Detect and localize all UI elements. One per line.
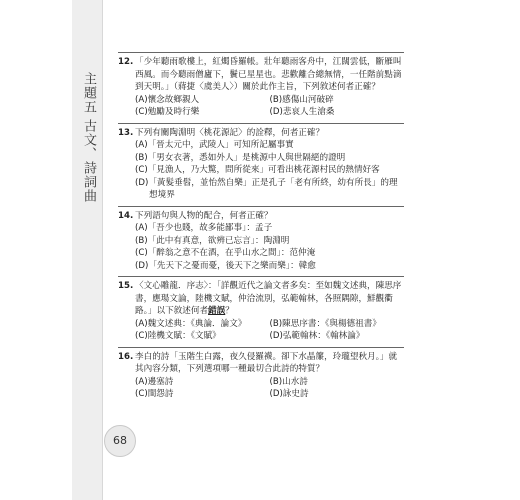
option-d[interactable]: (D)「先天下之憂而憂，後天下之樂而樂」：韓愈 bbox=[135, 260, 316, 271]
option-c[interactable]: (C)「醉翁之意不在酒，在乎山水之間」：范仲淹 bbox=[135, 248, 316, 258]
question-text: 下列有關陶淵明〈桃花源記〉的詮釋，何者正確？ bbox=[135, 127, 325, 138]
option-b[interactable]: (B)山水詩 bbox=[269, 376, 308, 387]
top-rule bbox=[118, 52, 404, 53]
question-text: 下列語句與人物的配合，何者正確？ bbox=[135, 210, 273, 221]
question-text: 李白的詩「玉階生白露，夜久侵羅襪。卻下水晶簾，玲瓏望秋月。」就其內容分類，下列選項哪一種最切合此詩的特質？ bbox=[135, 351, 398, 374]
question-divider bbox=[118, 206, 404, 207]
option-d[interactable]: (D)弘範翰林：《翰林論》 bbox=[269, 331, 365, 341]
option-b[interactable]: (B)「此中有真意，欲辨已忘言」：陶淵明 bbox=[135, 235, 290, 246]
option-b[interactable]: (B)「男女衣著，悉如外人」是桃源中人與世隔絕的證明 bbox=[135, 152, 346, 163]
question-divider bbox=[118, 123, 404, 124]
option-d[interactable]: (D)「黃髮垂髫，並怡然自樂」正是孔子「老有所終，幼有所長」的理 bbox=[135, 177, 398, 188]
question-divider bbox=[118, 347, 404, 348]
option-a[interactable]: (A)魏文述典：《典論．論文》 bbox=[135, 318, 247, 329]
page-number-badge: 68 bbox=[104, 425, 136, 457]
option-a[interactable]: (A)「晉太元中，武陵人」可知所記屬事實 bbox=[135, 140, 294, 150]
question-text: 「少年聽雨歌樓上，紅燭昏羅帳。壯年聽雨客舟中，江闊雲低，斷雁叫西風。而今聽雨僧廬下，鬢已星星也。悲歡離合總無情，一任階前點滴到天明。」（蔣捷〈虞美人〉）關於此作主旨，下列敘述何者正確？ bbox=[135, 57, 402, 92]
question-divider bbox=[118, 276, 404, 277]
question-number: 13. bbox=[118, 127, 134, 138]
question-15 bbox=[118, 280, 404, 343]
question-13 bbox=[118, 127, 404, 202]
question-number: 15. bbox=[118, 281, 134, 291]
emphasis-word: 錯誤 bbox=[208, 306, 226, 316]
option-c[interactable]: (C)閨怨詩 bbox=[135, 389, 174, 399]
option-b[interactable]: (B)感傷山河破碎 bbox=[269, 94, 334, 105]
question-14 bbox=[118, 210, 404, 273]
option-b[interactable]: (B)陳思序書：《與楊德祖書》 bbox=[269, 318, 381, 329]
question-16 bbox=[118, 351, 404, 401]
option-d[interactable]: (D)詠史詩 bbox=[269, 389, 309, 399]
question-12 bbox=[118, 56, 404, 119]
chapter-title: 主題五 古文、詩詞曲 bbox=[81, 72, 96, 204]
option-c[interactable]: (C)勉勵及時行樂 bbox=[135, 107, 200, 117]
option-a[interactable]: (A)邊塞詩 bbox=[135, 376, 174, 387]
option-c[interactable]: (C)陸機文賦：《文賦》 bbox=[135, 331, 221, 341]
question-list bbox=[118, 52, 404, 405]
question-text: 〈文心雕龍．序志〉：「詳觀近代之論文者多矣：至如魏文述典，陳思序書，應瑒文論，陸機文賦，仲洽流別，弘範翰林，各照隅隙，鮮觀衢路。」以下敘述何者錯誤？ bbox=[135, 281, 402, 316]
question-number: 16. bbox=[118, 351, 134, 362]
option-d-continued: 想境界 bbox=[149, 190, 175, 200]
option-a[interactable]: (A)懷念故鄉親人 bbox=[135, 94, 200, 105]
option-c[interactable]: (C)「見漁人，乃大驚，問所從來」可看出桃花源村民的熱情好客 bbox=[135, 165, 380, 175]
question-number: 14. bbox=[118, 210, 134, 221]
question-number: 12. bbox=[118, 57, 134, 67]
option-a[interactable]: (A)「吾少也賤，故多能鄙事」：孟子 bbox=[135, 223, 273, 233]
sidebar-divider bbox=[102, 0, 103, 500]
option-d[interactable]: (D)悲哀人生滄桑 bbox=[269, 107, 335, 117]
